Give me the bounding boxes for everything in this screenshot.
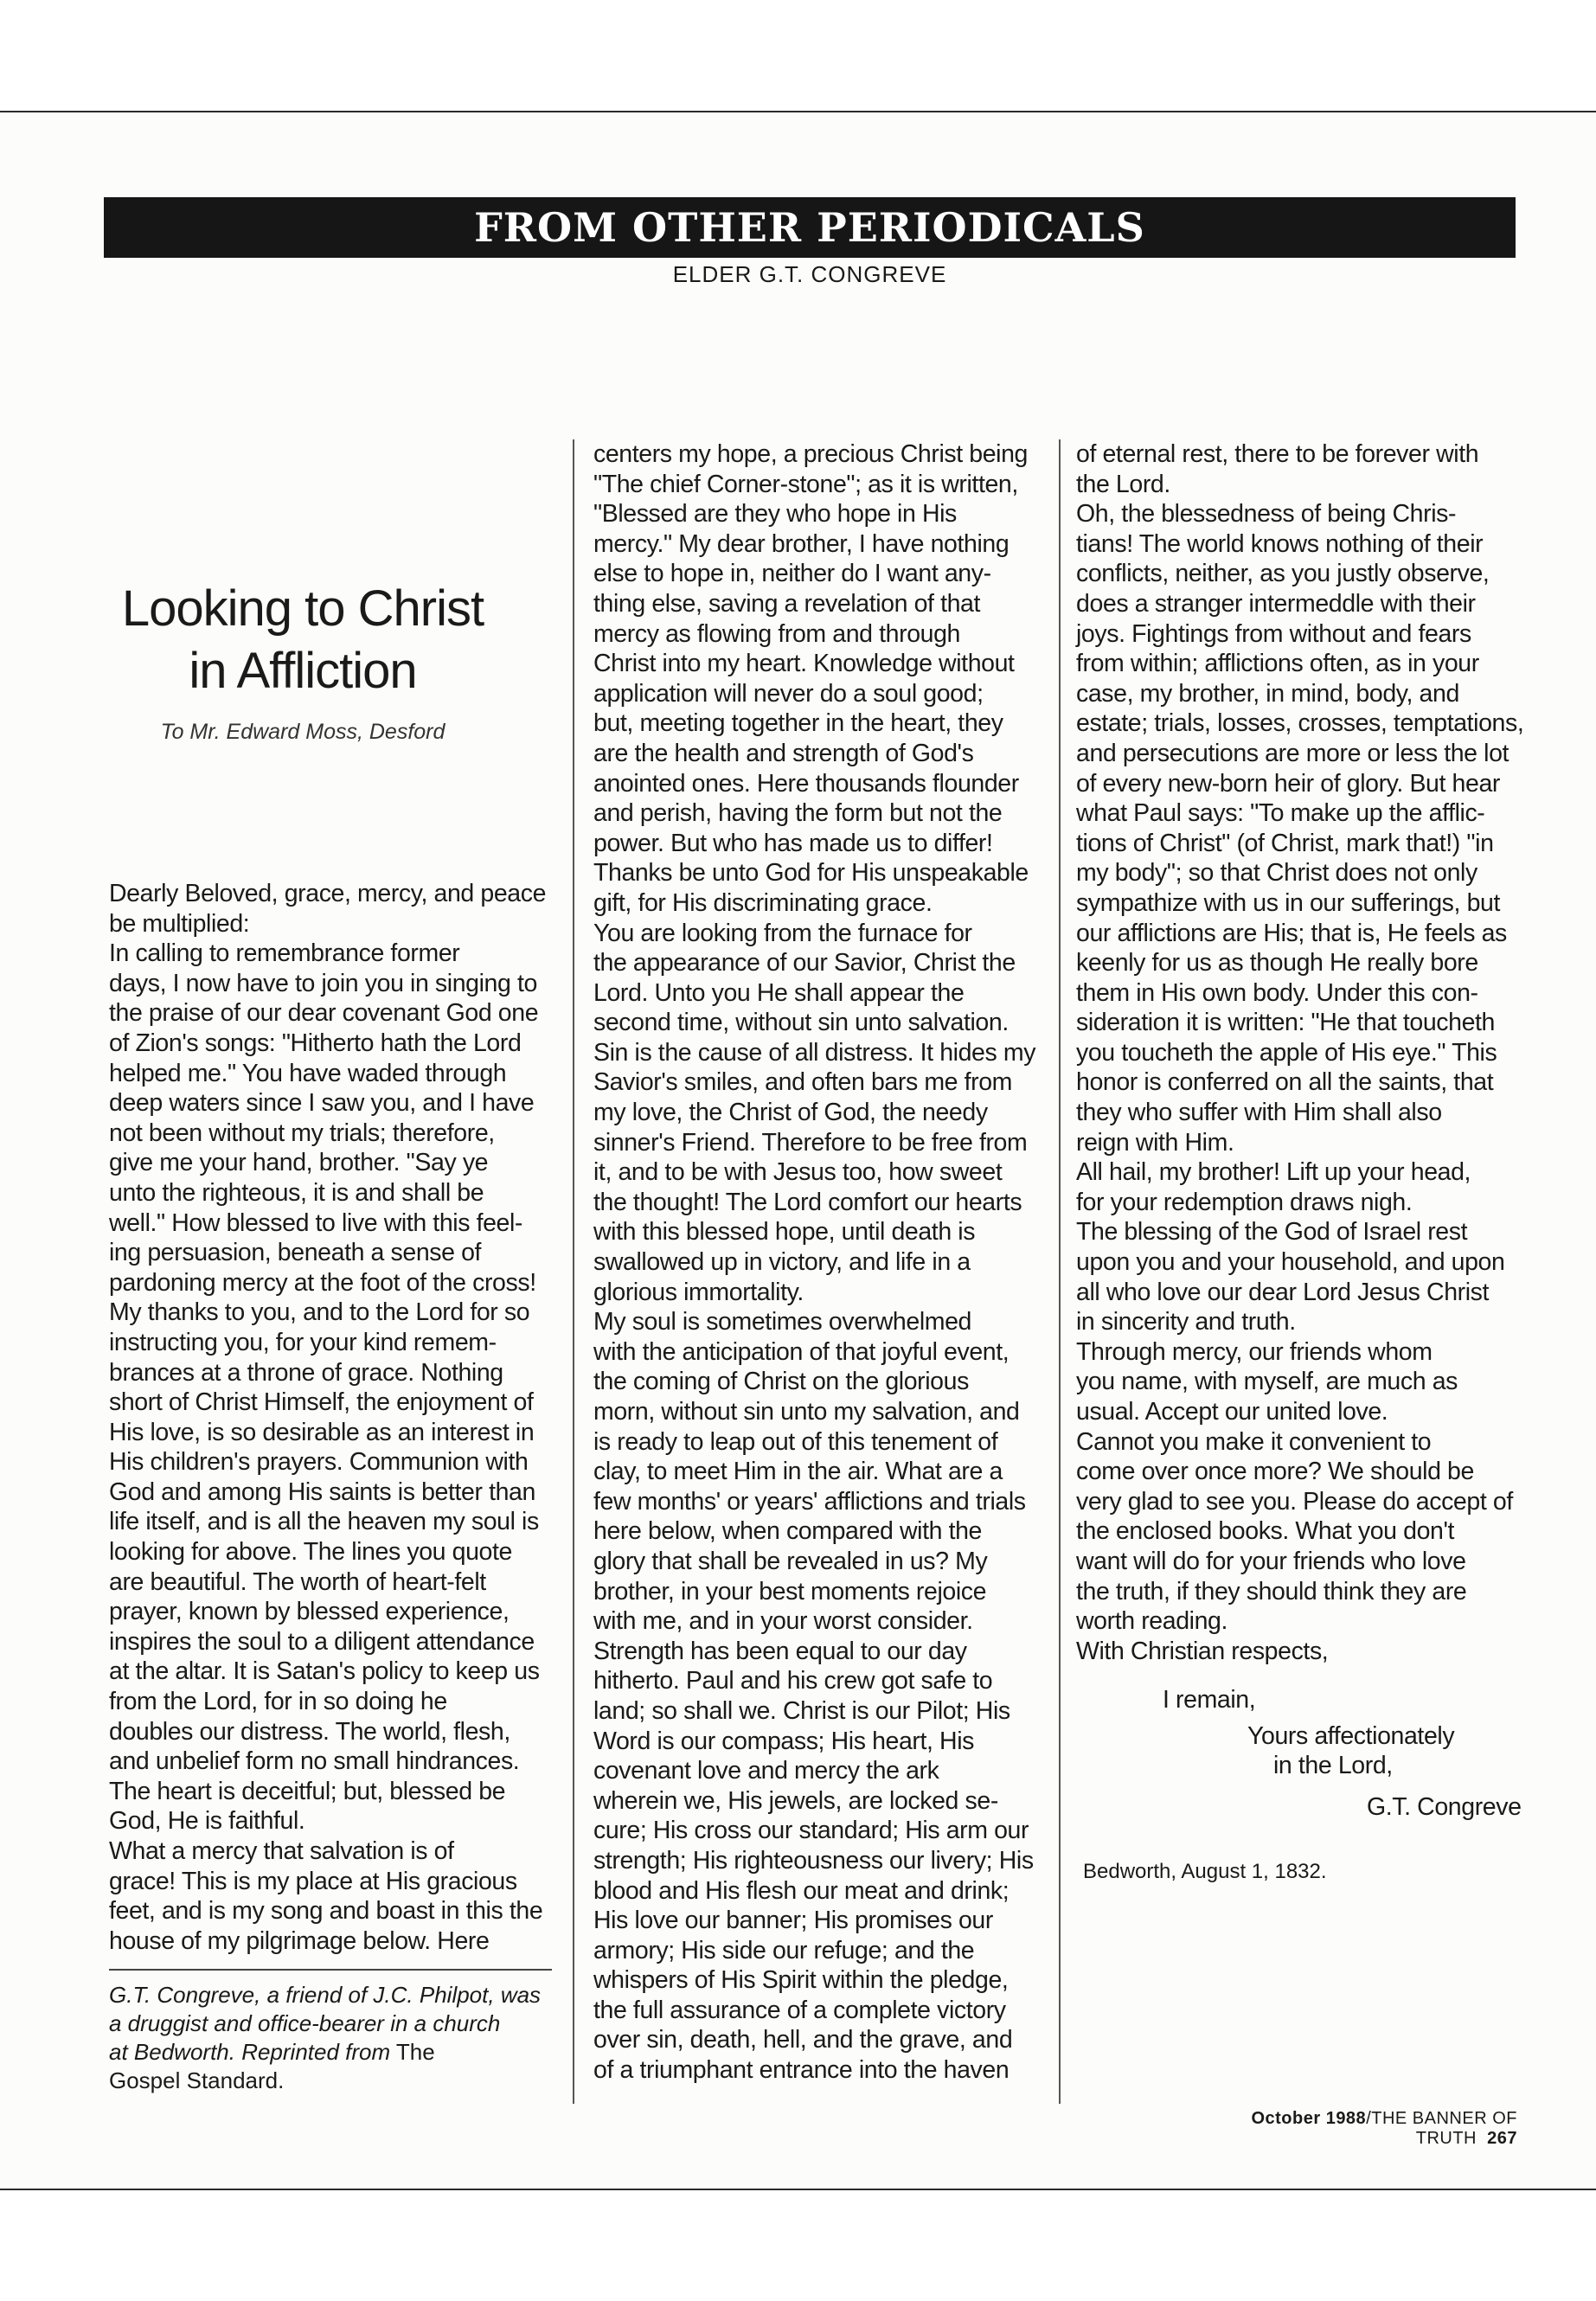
article-column-1: Dearly Beloved, grace, mercy, and peace be multiplied: In calling to remembrance former days, I now have to join you in singing to the praise of our dear covenant God one of Zion's songs: "Hitherto hath the Lord helped me." You have waded through deep waters since I saw you, and I have not been without my trials; therefore, give me your hand, brother. "Say ye unto the righteous, it is and shall be well." How blessed to live with this feel- ing persuasion, beneath a sense of pardoning mercy at the foot of the cross! My thanks to you, and to the Lord for so instructing you, for your kind remem- brances at a throne of grace. Nothing short of Christ Himself, the enjoyment of His love, is so desirable as an interest in His children's prayers. Communion with God and among His saints is better than life itself, and is all the heaven my soul is looking for above. The lines you quote are beautiful. The worth of heart-felt prayer, known by blessed experience, inspires the soul to a diligent attendance at the altar. It is Satan's policy to keep us from the Lord, for in so doing he doubles our distress. The world, flesh, and unbelief form no small hindrances. The heart is deceitful; but, blessed be God, He is faithful. What a mercy that salvation is of grace! This is my place at His gracious feet, and is my song and boast in this the house of my pilgrimage below. Here — [109, 880, 547, 1955]
closing-in-the-lord: in the Lord, — [1273, 1752, 1393, 1779]
author-byline: ELDER G.T. CONGREVE — [672, 261, 947, 287]
article-title — [87, 578, 519, 702]
title-line-1: Looking to Christ — [121, 580, 484, 637]
footer-publication: THE BANNER OF TRUTH — [1371, 2109, 1517, 2148]
author-note-source: The Gospel Standard. — [109, 2039, 435, 2093]
footer-page-number: 267 — [1487, 2129, 1517, 2148]
note-divider — [109, 1969, 552, 1971]
author-note-italic: G.T. Congreve, a friend of J.C. Philpot, was a druggist and office-bearer in a church at Bedworth. Reprinted from — [109, 1982, 542, 2065]
column-divider-2 — [1059, 439, 1061, 2104]
letter-date: Bedworth, August 1, 1832. — [1083, 1860, 1327, 1883]
footer-separator: / — [1366, 2109, 1372, 2128]
article-column-2: centers my hope, a precious Christ being "The chief Corner-stone"; as it is written, "Blessed are they who hope in His mercy." My dear brother, I have nothing else to hope in, neither do I want any- thing else, saving a revelation of that mercy as flowing from and through Christ into my heart. Knowledge without application will never do a soul good; but, meeting together in the heart, they are the health and strength of God's anointed ones. Here thousands flounder and perish, having the form but not the power. But who has made us to differ! Thanks be unto God for His unspeakable gift, for His discriminating grace. You are looking from the furnace for the appearance of our Savior, Christ the Lord. Unto you He shall appear the second time, without sin unto salvation. Sin is the cause of all distress. It hides my Savior's smiles, and often bars me from my love, the Christ of God, the needy sinner's Friend. Therefore to be free from it, and to be with Jesus too, how sweet the thought! The Lord comfort our hearts with this blessed hope, until death is swallowed up in victory, and life in a glorious immortality. My soul is sometimes overwhelmed with the anticipation of that joyful event, the coming of Christ on the glorious morn, without sin unto my salvation, and is ready to leap out of this tenement of clay, to meet Him in the air. What are a few months' or years' afflictions and trials here below, when compared with the glory that shall be revealed in us? My brother, in your best moments rejoice with me, and in your worst consider. Strength has been equal to our day hitherto. Paul and his crew got safe to land; so shall we. Christ is our Pilot; His Word is our compass; His heart, His covenant love and mercy the ark wherein we, His jewels, are locked se- cure; His cross our standard; His arm our strength; His righteousness our livery; His blood and His flesh our meat and drink; His love our banner; His promises our armory; His side our refuge; and the whispers of His Spirit within the pledge, the full assurance of a complete victory over sin, death, hell, and the grave, and of a triumphant entrance into the haven — [593, 440, 1036, 2085]
page-footer — [1151, 2109, 1517, 2149]
signature-name: G.T. Congreve — [1367, 1793, 1522, 1821]
author-note — [109, 1981, 559, 2095]
section-banner: FROM OTHER PERIODICALS — [104, 197, 1516, 258]
column-divider-1 — [573, 439, 574, 2104]
closing-remain: I remain, — [1163, 1686, 1256, 1714]
title-line-2: in Affliction — [189, 643, 417, 699]
dedication-line: To Mr. Edward Moss, Desford — [160, 720, 445, 744]
article-column-3: of eternal rest, there to be forever with the Lord. Oh, the blessedness of being Chris- tians! The world knows nothing of their conflicts, neither, as you justly observe, does a stranger intermeddle with their joys. Fightings from without and fears from within; afflictions often, as in your case, my brother, in mind, body, and estate; trials, losses, crosses, temptations, and persecutions are more or less the lot of every new-born heir of glory. But hear what Paul says: "To make up the afflic- tions of Christ" (of Christ, mark that!) "in my body"; so that Christ does not only sympathize with us in our sufferings, but our afflictions are His; that is, He feels as keenly for us as though He really bore them in His own body. Under this con- sideration it is written: "He that toucheth you toucheth the apple of His eye." This honor is conferred on all the saints, that they who suffer with Him shall also reign with Him. All hail, my brother! Lift up your head, for your redemption draws nigh. The blessing of the God of Israel rest upon you and your household, and upon all who love our dear Lord Jesus Christ in sincerity and truth. Through mercy, our friends whom you name, with myself, are much as usual. Accept our united love. Cannot you make it convenient to come over once more? We should be very glad to see you. Please do accept of the enclosed books. What you don't want will do for your friends who love the truth, if they should think they are worth reading. With Christian respects, — [1076, 440, 1524, 1665]
closing-yours: Yours affectionately — [1247, 1722, 1455, 1750]
footer-issue: October 1988 — [1251, 2109, 1367, 2128]
